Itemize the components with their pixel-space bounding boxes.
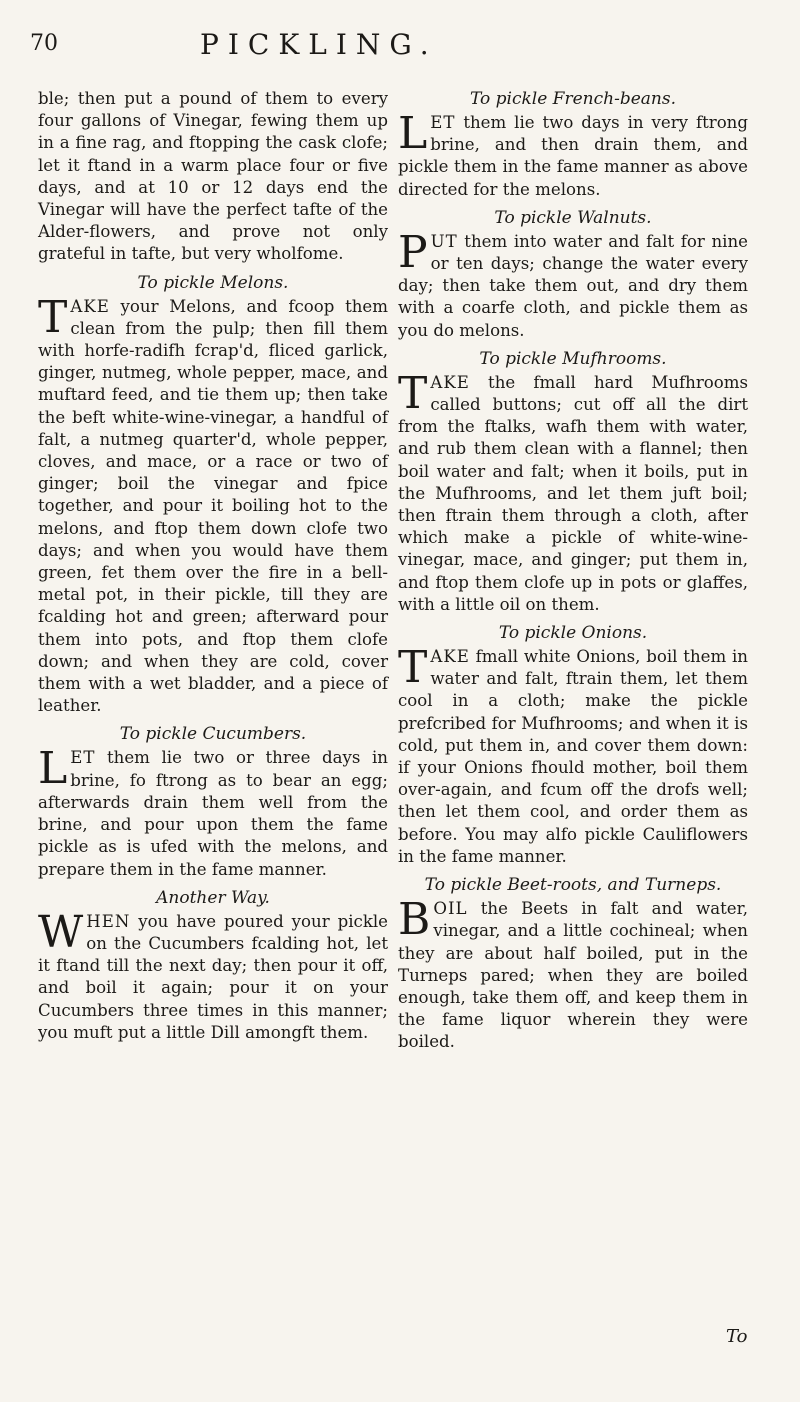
right-column <box>398 88 748 1054</box>
recipe-body: them lie two or three days in brine, fo ftrong as to bear an egg; afterwards drain them well from the brine, and pour upon them the fame pickle as is ufed with the melons, and prepare them in the fame manner. <box>38 748 388 879</box>
recipe-body: the fmall hard Mufhrooms called buttons; cut off all the dirt from the ftalks, wafh them with water, and rub them clean with a flannel; then boil water and falt; when it boils, put in the Mufhrooms, and let them juft boil; then ftrain them through a cloth, after which make a pickle of white-wine-vinegar, mace, and ginger; put them in, and ftop them clofe up in pots or glaffes, with a little oil on them. <box>398 372 748 614</box>
recipe-body: the Beets in falt and water, vinegar, and a little cochineal; when they are about half boiled, put in the Turneps pared; when they are boiled enough, take them off, and keep them in the fame liquor wherein they were boiled. <box>398 899 748 1052</box>
recipe-heading: To pickle Melons. <box>137 272 289 293</box>
recipe-paragraph <box>398 108 748 201</box>
cap-word: HEN <box>86 911 131 931</box>
recipe-paragraph <box>398 226 748 342</box>
recipe-heading: To pickle Mufhrooms. <box>479 348 667 369</box>
recipe-body: fmall white Onions, boil them in water and falt, ftrain them, let them cool in a cloth; make the pickle prefcribed for Mufhrooms; and when it is cold, put them in, and cover them down: if your Onions fhould mother, boil them over-again, and fcum off the drofs well; then let them cool, and order them as before. You may alfo pickle Cauliflowers in the fame manner. <box>398 647 748 866</box>
recipe-heading: Another Way. <box>156 887 270 908</box>
recipe-heading: To pickle Cucumbers. <box>119 724 307 745</box>
recipe-paragraph <box>398 367 748 616</box>
recipe-body: them lie two days in very ftrong brine, and then drain them, and pickle them in the fame manner as above directed for the melons. <box>398 113 748 199</box>
drop-cap: L <box>38 743 68 795</box>
page-header <box>30 30 780 70</box>
continuation-paragraph: ble; then put a pound of them to every four gallons of Vinegar, fewing them up in a fine rag, and ftopping the cask clofe; let it ftand in a warm place four or five days, and at 10 or 12 days end the Vinegar will have the perfect tafte of the Alder-flowers, and prove not only grateful in tafte, but very wholfome. <box>38 89 388 264</box>
drop-cap: B <box>398 894 431 946</box>
catchword: To <box>726 1326 748 1347</box>
recipe-body: them into water and falt for nine or ten days; change the water every day; then take them out, and dry them with a coarfe cloth, and pickle them as you do melons. <box>398 231 748 340</box>
drop-cap: T <box>398 367 428 419</box>
recipe-heading: To pickle Onions. <box>498 623 648 644</box>
drop-cap: L <box>398 108 428 159</box>
recipe-paragraph <box>38 743 388 880</box>
recipe-heading: To pickle French-beans. <box>469 89 676 109</box>
page-number: 70 <box>30 31 58 56</box>
cap-word: AKE <box>70 296 110 316</box>
recipe-paragraph <box>398 894 748 1053</box>
drop-cap: W <box>38 906 84 958</box>
cap-word: AKE <box>430 372 470 392</box>
drop-cap: T <box>38 291 68 343</box>
recipe-paragraph <box>38 906 388 1044</box>
drop-cap: P <box>398 226 428 278</box>
cap-word: AKE <box>430 647 470 667</box>
cap-word: ET <box>70 748 96 768</box>
recipe-body: you have poured your pickle on the Cucumbers fcalding hot, let it ftand till the next day; then pour it off, and boil it again; pour it on your Cucumbers three times in this manner; you muft put a little Dill amongft them. <box>38 911 388 1042</box>
recipe-body: your Melons, and fcoop them clean from the pulp; then fill them with horfe-radifh fcrap'd, fliced garlick, ginger, nutmeg, whole pepper, mace, and muftard feed, and tie them up; then take the beft white-wine-vinegar, a handful of falt, a nutmeg quarter'd, whole pepper, cloves, and mace, or a race or two of ginger; boil the vinegar and fpice together, and pour it boiling hot to the melons, and ftop them down clofe two days; and when you would have them green, fet them over the fire in a bell-metal pot, in their pickle, till they are fcalding hot and green; afterward pour them into pots, and ftop them clofe down; and when they are cold, cover them with a wet bladder, and a piece of leather. <box>38 296 388 716</box>
cap-word: OIL <box>433 899 468 919</box>
cap-word: UT <box>430 231 458 251</box>
cap-word: ET <box>430 113 456 132</box>
drop-cap: T <box>398 642 428 694</box>
recipe-paragraph <box>38 291 388 718</box>
running-head: PICKLING. <box>200 28 438 61</box>
recipe-paragraph <box>398 642 748 868</box>
recipe-heading: To pickle Beet-roots, and Turneps. <box>424 875 722 896</box>
recipe-heading: To pickle Walnuts. <box>494 207 652 228</box>
left-column <box>38 88 388 1044</box>
